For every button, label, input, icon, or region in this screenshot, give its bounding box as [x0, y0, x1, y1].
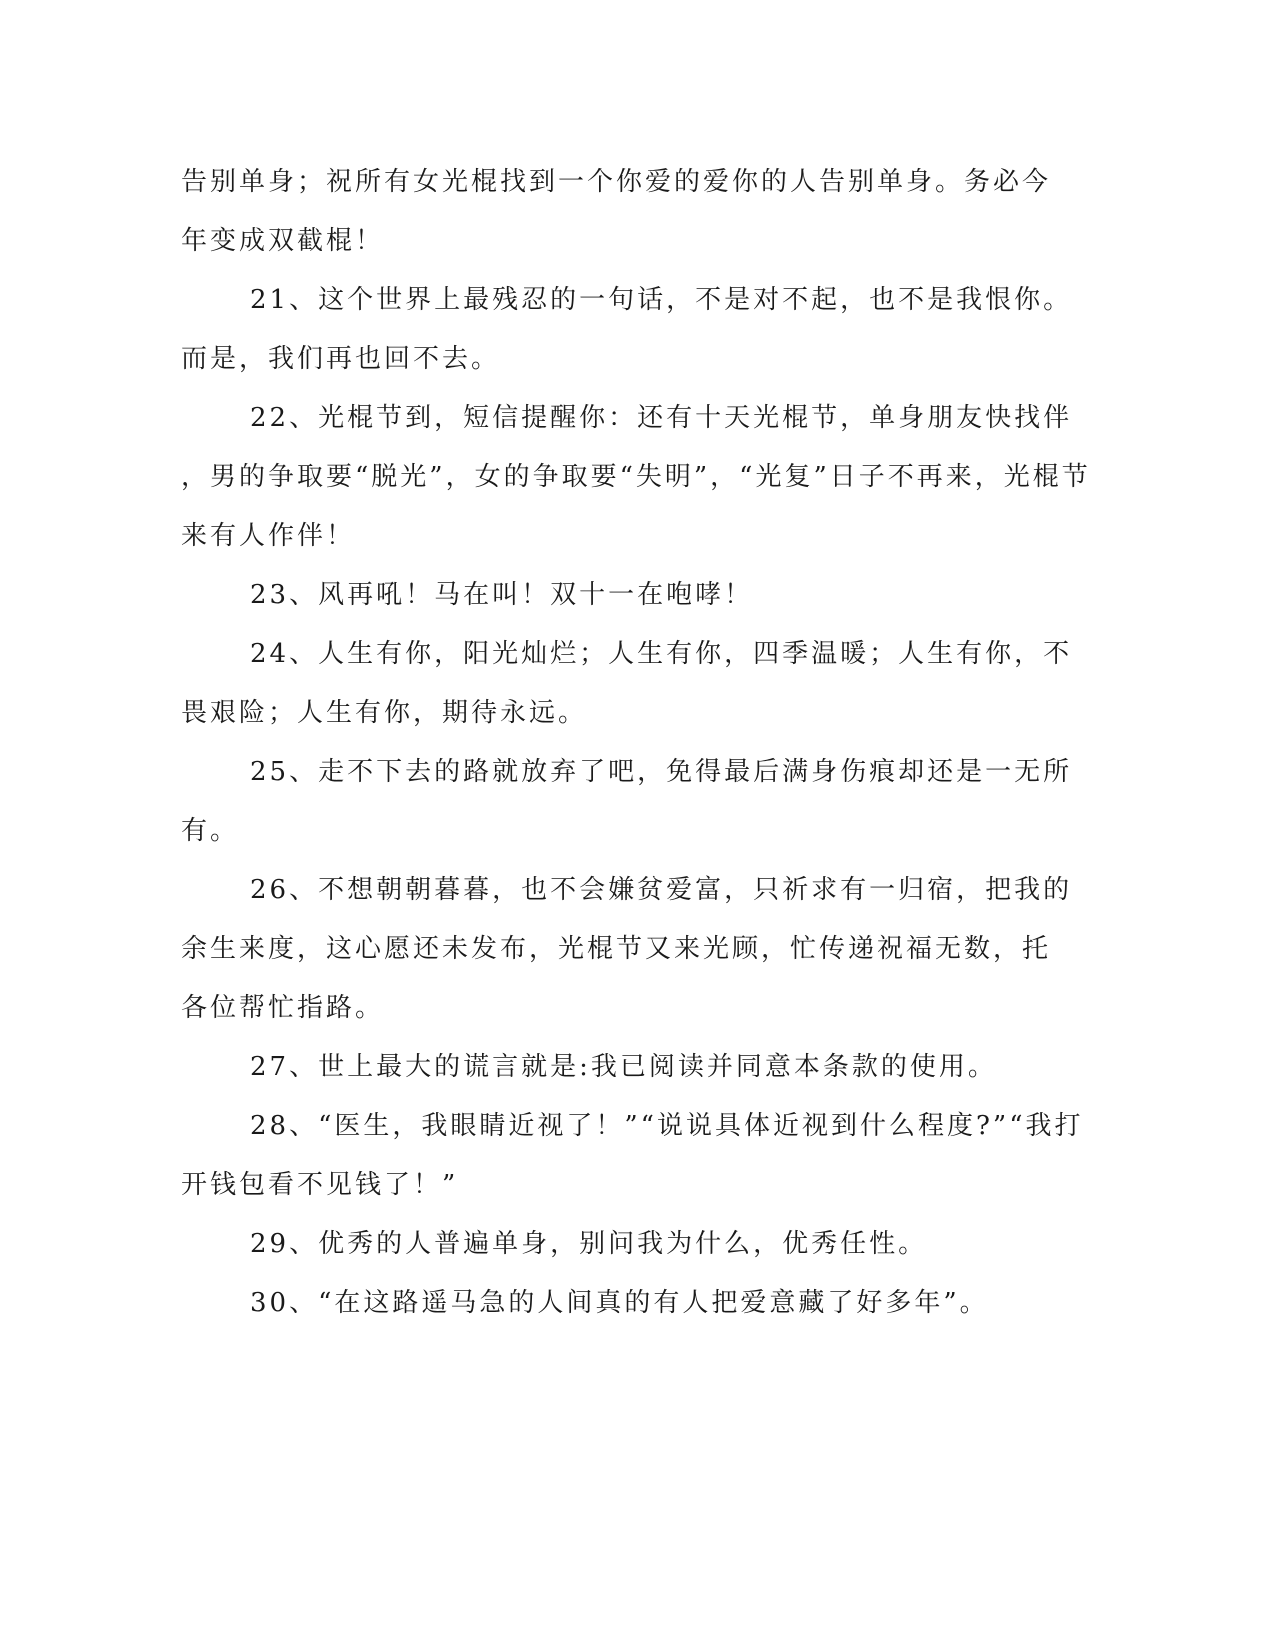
- text-line: 29、优秀的人普遍单身，别问我为什么，优秀任性。: [250, 1229, 928, 1259]
- text-line: 26、不想朝朝暮暮，也不会嫌贫爱富，只祈求有一归宿，把我的: [250, 875, 1073, 905]
- text-line: 告别单身；祝所有女光棍找到一个你爱的爱你的人告别单身。务必今: [181, 167, 1052, 197]
- text-line: 畏艰险；人生有你，期待永远。: [181, 698, 588, 728]
- text-line: 25、走不下去的路就放弃了吧，免得最后满身伤痕却还是一无所: [250, 757, 1073, 787]
- text-line: 21、这个世界上最残忍的一句话，不是对不起，也不是我恨你。: [250, 285, 1073, 315]
- text-line: 年变成双截棍！: [181, 226, 385, 256]
- text-line: 24、人生有你，阳光灿烂；人生有你，四季温暖；人生有你，不: [250, 639, 1073, 669]
- text-line: 开钱包看不见钱了！”: [181, 1170, 459, 1200]
- text-line: ，男的争取要“脱光”，女的争取要“失明”，“光复”日子不再来，光棍节: [181, 462, 1091, 492]
- text-line: 22、光棍节到，短信提醒你：还有十天光棍节，单身朋友快找伴: [250, 403, 1073, 433]
- text-line: 而是，我们再也回不去。: [181, 344, 501, 374]
- text-line: 有。: [181, 816, 240, 846]
- text-line: 来有人作伴！: [181, 521, 356, 551]
- text-line: 30、“在这路遥马急的人间真的有人把爱意藏了好多年”。: [250, 1288, 989, 1318]
- text-line: 各位帮忙指路。: [181, 993, 385, 1023]
- text-line: 23、风再吼！马在叫！双十一在咆哮！: [250, 580, 754, 610]
- text-line: 27、世上最大的谎言就是:我已阅读并同意本条款的使用。: [250, 1052, 997, 1082]
- document-body: [181, 153, 1091, 1333]
- text-line: 28、“医生，我眼睛近视了！”“说说具体近视到什么程度?”“我打: [250, 1111, 1084, 1141]
- text-line: 余生来度，这心愿还未发布，光棍节又来光顾，忙传递祝福无数，托: [181, 934, 1052, 964]
